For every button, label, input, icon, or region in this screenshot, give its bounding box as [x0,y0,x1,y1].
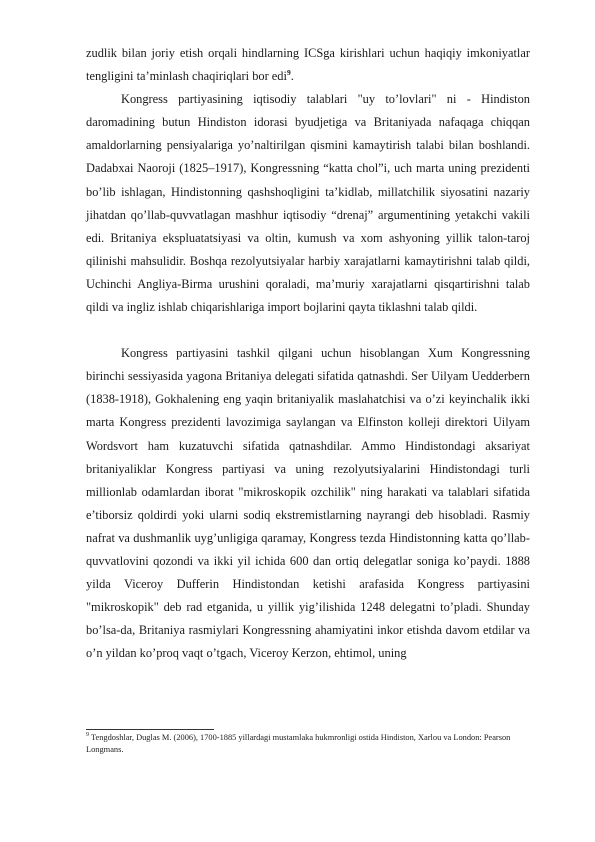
paragraph-continuation [86,42,530,88]
paragraph-text: zudlik bilan joriy etish orqali hindlarning ICSga kirishlari uchun haqiqiy imkoniyatlar tengligini ta’minlash chaqiriqlari bor edi [86,46,530,84]
paragraph-spacer [86,319,530,342]
paragraph-economic-demands: Kongress partiyasining iqtisodiy talablari "uy to’lovlari" ni - Hindiston daromadining butun Hindiston idorasi byudjetiga va Britaniyada nafaqaga chiqqan amaldorlarning pensiyalariga yo’naltirilgan qismini kamaytirish talabi bilan boshlandi. Dadabxai Naoroji (1825–1917), Kongressning “katta chol”i, uch marta uning prezidenti bo’lib ishlagan, Hindistonning qashshoqligini ta’kidlab, millatchilik siyosatini nazariy jihatdan qo’llab-quvvatlagan mashhur iqtisodiy “drenaj” argumentining yetakchi vakili edi. Britaniya ekspluatatsiyasi va oltin, kumush va xom ashyoning yillik talon-taroj qilinishi mahsulidir. Boshqa rezolyutsiyalar harbiy xarajatlarni kamaytirishni talab qildi, Uchinchi Angliya-Birma urushini qoraladi, ma’muriy xarajatlarni qisqartirishni talab qildi va ingliz ishlab chiqarishlariga import bojlarini qayta tiklashni talab qildi. [86,92,530,315]
footnote [86,732,530,755]
footnote-text: Tengdoshlar, Duglas M. (2006), 1700-1885 yillardagi mustamlaka hukmronligi ostida Hindiston, Xarlou va London: Pearson Longmans. [86,733,511,754]
paragraph-congress-founding: Kongress partiyasini tashkil qilgani uchun hisoblangan Xum Kongressning birinchi sessiyasida yagona Britaniya delegati sifatida qatnashdi. Ser Uilyam Uedderbern (1838-1918), Gokhalening eng yaqin britaniyalik maslahatchisi va o’zi keyinchalik ikki marta Kongress prezidenti lavozimiga saylangan va Elfinston kolleji direktori Uilyam Wordsvort ham kuzatuvchi sifatida qatnashdilar. Ammo Hindistondagi aksariyat britaniyaliklar Kongress partiyasi va uning rezolyutsiyalarini Hindistondagi turli millionlab odamlardan iborat "mikroskopik ozchilik" ning harakati va talablari sifatida e’tiborsiz qoldirdi yoki ularni sodiq ekstremistlarning nayrangi deb hisobladi. Rasmiy nafrat va dushmanlik uyg’unligiga qaramay, Kongress tezda Hindistonning katta qo’llab-quvvatlovini qozondi va ikki yil ichida 600 dan ortiq delegatlar soniga ko’paydi. 1888 yilda Viceroy Dufferin Hindistondan ketishi arafasida Kongress partiyasini "mikroskopik" deb rad etganida, u yillik yig’ilishida 1248 delegatni to’pladi. Shunday bo’lsa-da, Britaniya rasmiylari Kongressning ahamiyatini inkor etishda davom etdilar va o’n yildan ko’proq vaqt o’tgach, Viceroy Kerzon, ehtimol, uning [86,346,530,661]
footnote-number: 9 [86,732,89,739]
document-body [86,42,530,665]
paragraph-end: . [290,69,294,84]
footnote-reference[interactable]: 9 [286,67,291,77]
footnote-divider [86,729,214,730]
